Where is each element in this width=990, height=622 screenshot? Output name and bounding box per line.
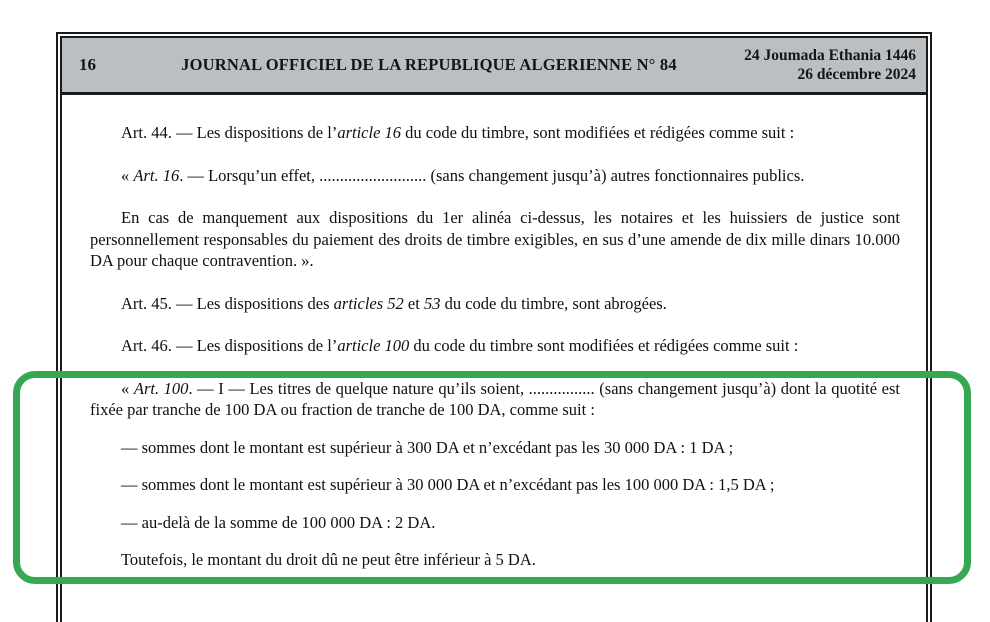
- paragraph-art-16-alinea: En cas de manquement aux dispositions du 1er alinéa ci-dessus, les notaires et les huissiers de justice sont personnellement responsables du paiement des droits de timbre exigibles, en sus d’une amende de dix mille dinars 10.000 DA pour chaque contravention. ».: [90, 208, 900, 270]
- paragraph-art-46: Art. 46. — Les dispositions de l’article 100 du code du timbre sont modifiées et rédigées comme suit :: [121, 336, 799, 355]
- paragraph-art-100-quote: « Art. 100. — I — Les titres de quelque nature qu’ils soient, ................ (sans changement jusqu’à) dont la quotité est fixée par tranche de 100 DA ou fraction de tranche de 100 DA, comme suit :: [90, 378, 900, 419]
- paragraph-tranche-1: — sommes dont le montant est supérieur à 300 DA et n’excédant pas les 30 000 DA : 1 DA ;: [121, 437, 734, 457]
- paragraph-toutefois: Toutefois, le montant du droit dû ne peut être inférieur à 5 DA.: [121, 550, 536, 569]
- paragraph-art-16-quote: « Art. 16. — Lorsqu’un effet, .......................... (sans changement jusqu’à) autres fonctionnaires publics.: [121, 165, 805, 185]
- paragraph-tranche-3: — au-delà de la somme de 100 000 DA : 2 DA.: [121, 512, 436, 532]
- paragraph-art-44: Art. 44. — Les dispositions de l’article 16 du code du timbre, sont modifiées et rédigées comme suit :: [121, 123, 795, 142]
- document-body: [62, 95, 926, 571]
- paragraph-art-45: Art. 45. — Les dispositions des articles 52 et 53 du code du timbre, sont abrogées.: [121, 293, 667, 313]
- journal-title: JOURNAL OFFICIEL DE LA REPUBLIQUE ALGERIENNE N° 84: [181, 55, 677, 74]
- date-hijri: 24 Joumada Ethania 1446: [744, 47, 916, 64]
- page-header: [62, 38, 926, 95]
- date-gregorian: 26 décembre 2024: [797, 66, 916, 83]
- journal-page: [56, 32, 932, 622]
- paragraph-tranche-2: — sommes dont le montant est supérieur à 30 000 DA et n’excédant pas les 100 000 DA : 1,5 DA ;: [121, 475, 775, 494]
- page-number: 16: [79, 55, 96, 74]
- header-date: [716, 46, 926, 84]
